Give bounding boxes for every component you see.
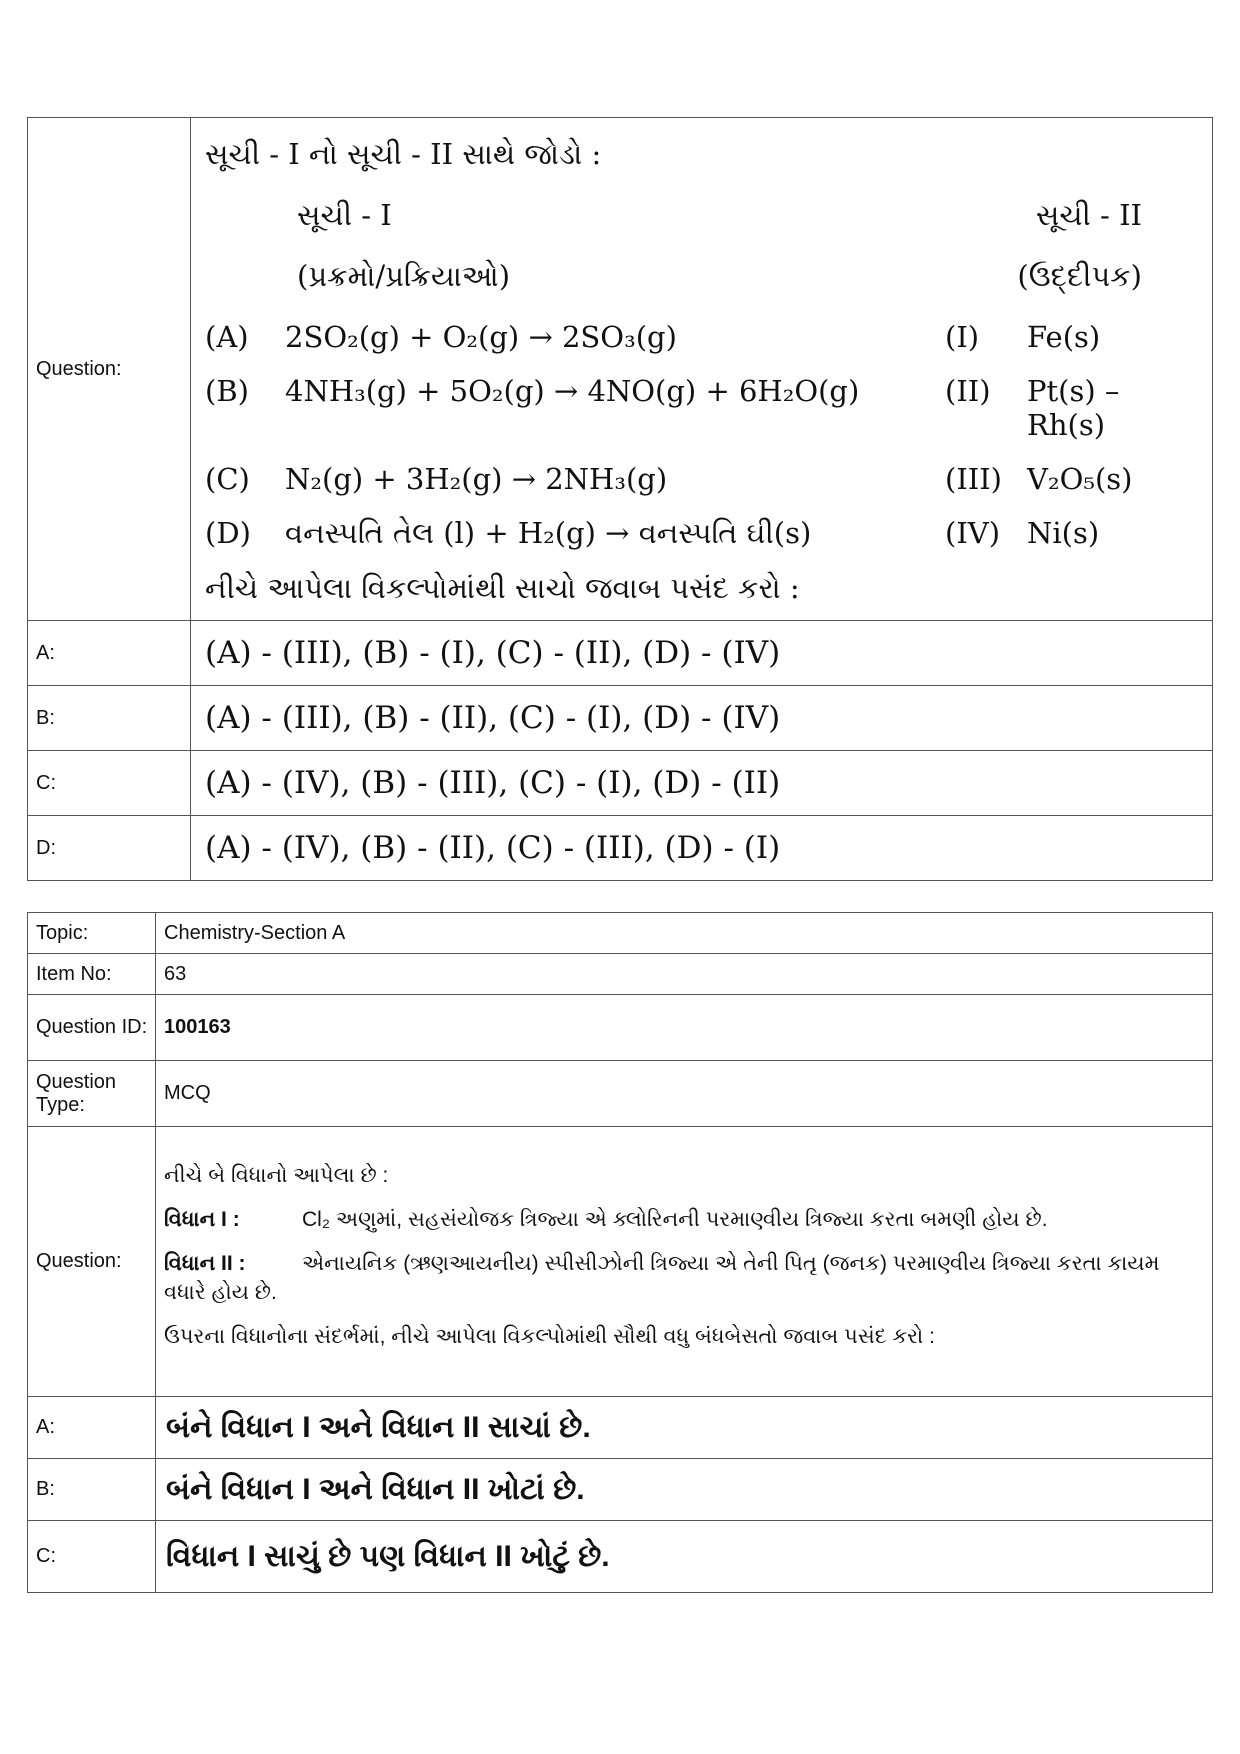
list-1-subtitle: (પ્રક્રમો/પ્રક્રિયાઓ) xyxy=(297,258,511,293)
question-label: Question: xyxy=(28,1127,156,1397)
catalyst: Ni(s) xyxy=(1027,515,1100,550)
option-label: A: xyxy=(28,621,191,686)
list-1-title: સૂચી - I xyxy=(297,197,392,232)
list-2-subtitle: (ઉદ્દીપક) xyxy=(1017,258,1142,293)
question-content xyxy=(156,1127,1213,1397)
catalyst-label: (I) xyxy=(945,319,980,354)
option-row-c xyxy=(28,751,1213,816)
option-text: બંને વિધાન I અને વિધાન II સાચાં છે. xyxy=(156,1397,1213,1459)
question-table-1 xyxy=(27,117,1213,881)
question-content xyxy=(191,118,1213,621)
item-no-value: 63 xyxy=(156,954,1213,995)
topic-row xyxy=(28,913,1213,954)
statement-2-text: એનાયનિક (ઋણઆયનીય) સ્પીસીઝોની ત્રિજ્યા એ તેની પિતૃ (જનક) પરમાણ્વીય ત્રિજ્યા કરતા કાયમ વધારે હોય છે. xyxy=(164,1252,1160,1304)
match-row-c xyxy=(205,462,1202,496)
catalyst: Fe(s) xyxy=(1027,319,1101,354)
option-row-b xyxy=(28,1459,1213,1521)
option-label: C: xyxy=(28,751,191,816)
question-id-label: Question ID: xyxy=(28,995,156,1061)
question-label: Question: xyxy=(28,118,191,621)
question-id-row xyxy=(28,995,1213,1061)
row-label: (D) xyxy=(205,515,251,550)
topic-value: Chemistry-Section A xyxy=(156,913,1213,954)
option-row-a xyxy=(28,621,1213,686)
catalyst-label: (II) xyxy=(945,373,991,408)
question-type-value: MCQ xyxy=(156,1061,1213,1127)
question-row xyxy=(28,118,1213,621)
question-instruction: નીચે આપેલા વિકલ્પોમાંથી સાચો જવાબ પસંદ કરો : xyxy=(205,570,800,605)
list-2-title: સૂચી - II xyxy=(1035,197,1142,232)
option-label: C: xyxy=(28,1521,156,1593)
statement-1-label: વિધાન I : xyxy=(164,1207,240,1231)
statement-2 xyxy=(164,1250,1202,1307)
statement-1-text: Cl₂ અણુમાં, સહસંયોજક ત્રિજ્યા એ ક્લોરિનની પરમાણ્વીય ત્રિજ્યા કરતા બમણી હોય છે. xyxy=(302,1207,1048,1231)
option-row-c xyxy=(28,1521,1213,1593)
catalyst-label: (III) xyxy=(945,461,1002,496)
match-row-a xyxy=(205,320,1202,354)
row-label: (A) xyxy=(205,319,249,354)
option-text: વિધાન I સાચું છે પણ વિધાન II ખોટું છે. xyxy=(156,1521,1213,1593)
row-label: (B) xyxy=(205,373,249,408)
question-heading: સૂચી - I નો સૂચી - II સાથે જોડો : xyxy=(205,136,602,171)
question-intro: નીચે બે વિધાનો આપેલા છે : xyxy=(164,1163,389,1187)
question-instruction: ઉપરના વિધાનોના સંદર્ભમાં, નીચે આપેલા વિકલ્પોમાંથી સૌથી વધુ બંધબેસતો જવાબ પસંદ કરો : xyxy=(164,1325,935,1349)
item-no-label: Item No: xyxy=(28,954,156,995)
option-label: B: xyxy=(28,686,191,751)
question-table-2 xyxy=(27,912,1213,1593)
reaction-equation: N₂(g) + 3H₂(g) → 2NH₃(g) xyxy=(285,461,668,496)
topic-label: Topic: xyxy=(28,913,156,954)
option-text: (A) - (IV), (B) - (II), (C) - (III), (D) - (I) xyxy=(191,816,1213,881)
option-row-d xyxy=(28,816,1213,881)
item-no-row xyxy=(28,954,1213,995)
catalyst: Pt(s) – Rh(s) xyxy=(1027,373,1120,442)
catalyst-label: (IV) xyxy=(945,515,1001,550)
option-text: (A) - (III), (B) - (I), (C) - (II), (D) - (IV) xyxy=(191,621,1213,686)
statement-2-label: વિધાન II : xyxy=(164,1252,246,1276)
question-type-label: Question Type: xyxy=(28,1061,156,1127)
option-text: (A) - (III), (B) - (II), (C) - (I), (D) - (IV) xyxy=(191,686,1213,751)
reaction-equation: વનસ્પતિ તેલ (l) + H₂(g) → વનસ્પતિ ઘી(s) xyxy=(285,515,812,550)
option-label: D: xyxy=(28,816,191,881)
catalyst: V₂O₅(s) xyxy=(1027,461,1133,496)
match-row-b xyxy=(205,374,1202,442)
list-headers xyxy=(205,198,1202,233)
row-label: (C) xyxy=(205,461,250,496)
option-label: A: xyxy=(28,1397,156,1459)
statement-1 xyxy=(164,1206,1202,1234)
reaction-equation: 2SO₂(g) + O₂(g) → 2SO₃(g) xyxy=(285,319,677,354)
option-row-b xyxy=(28,686,1213,751)
option-text: બંને વિધાન I અને વિધાન II ખોટાં છે. xyxy=(156,1459,1213,1521)
option-row-a xyxy=(28,1397,1213,1459)
question-type-row xyxy=(28,1061,1213,1127)
reaction-equation: 4NH₃(g) + 5O₂(g) → 4NO(g) + 6H₂O(g) xyxy=(285,373,860,408)
question-id-value: 100163 xyxy=(156,995,1213,1061)
list-subheaders xyxy=(205,259,1202,294)
question-row xyxy=(28,1127,1213,1397)
option-text: (A) - (IV), (B) - (III), (C) - (I), (D) - (II) xyxy=(191,751,1213,816)
match-row-d xyxy=(205,516,1202,551)
option-label: B: xyxy=(28,1459,156,1521)
